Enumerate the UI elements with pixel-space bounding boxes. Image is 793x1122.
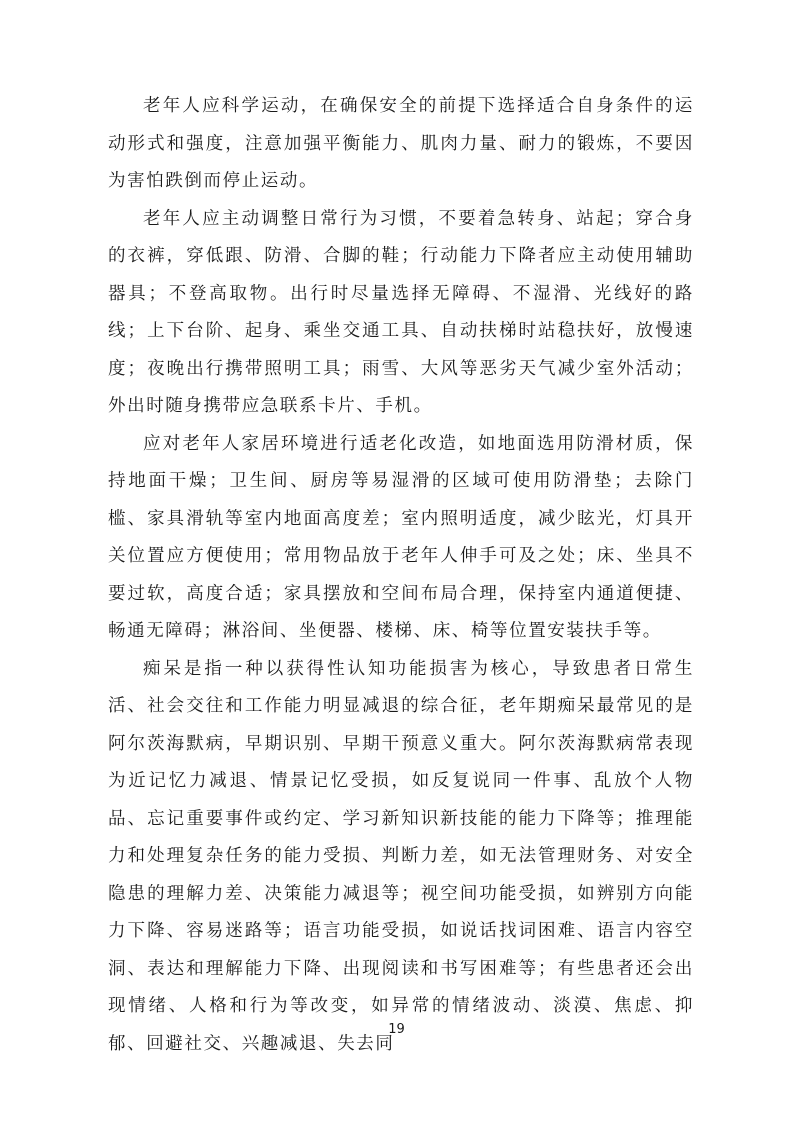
body-text [108, 88, 694, 1063]
page-number: 19 [388, 1022, 405, 1037]
paragraph-home-environment: 应对老年人家居环境进行适老化改造，如地面选用防滑材质，保持地面干燥；卫生间、厨房等易湿滑的区域可使用防滑垫；去除门槛、家具滑轨等室内地面高度差；室内照明适度，减少眩光，灯具开关位置应方便使用；常用物品放于老年人伸手可及之处；床、坐具不要过软，高度合适；家具摆放和空间布局合理，保持室内通道便捷、畅通无障碍；淋浴间、坐便器、楼梯、床、椅等位置安装扶手等。 [108, 433, 694, 641]
paragraph-dementia: 痴呆是指一种以获得性认知功能损害为核心，导致患者日常生活、社会交往和工作能力明显减退的综合征，老年期痴呆最常见的是阿尔茨海默病，早期识别、早期干预意义重大。阿尔茨海默病常表现为近记忆力减退、情景记忆受损，如反复说同一件事、乱放个人物品、忘记重要事件或约定、学习新知识新技能的能力下降等；推理能力和处理复杂任务的能力受损、判断力差，如无法管理财务、对安全隐患的理解力差、决策能力减退等；视空间功能受损，如辨别方向能力下降、容易迷路等；语言功能受损，如说话找词困难、语言内容空洞、表达和理解能力下降、出现阅读和书写困难等；有些患者还会出现情绪、人格和行为等改变，如异常的情绪波动、淡漠、焦虑、抑郁、回避社交、兴趣减退、失去同 [108, 658, 694, 1054]
paragraph-exercise: 老年人应科学运动，在确保安全的前提下选择适合自身条件的运动形式和强度，注意加强平衡能力、肌肉力量、耐力的锻炼，不要因为害怕跌倒而停止运动。 [108, 96, 694, 191]
paragraph-daily-habits: 老年人应主动调整日常行为习惯，不要着急转身、站起；穿合身的衣裤，穿低跟、防滑、合脚的鞋；行动能力下降者应主动使用辅助器具；不登高取物。出行时尽量选择无障碍、不湿滑、光线好的路线；上下台阶、起身、乘坐交通工具、自动扶梯时站稳扶好，放慢速度；夜晚出行携带照明工具；雨雪、大风等恶劣天气减少室外活动；外出时随身携带应急联系卡片、手机。 [108, 208, 694, 416]
